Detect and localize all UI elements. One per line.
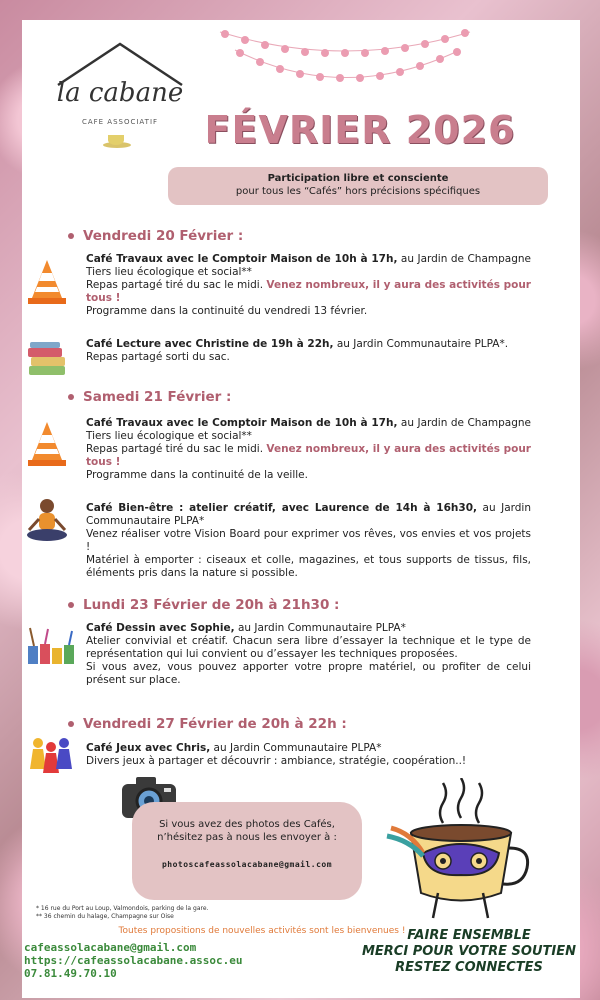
page-title: FÉVRIER 2026 bbox=[204, 108, 516, 152]
logo-subtitle: CAFE ASSOCIATIF bbox=[81, 118, 159, 126]
photos-line2: n’hésitez pas à nous les envoyer à : bbox=[157, 832, 337, 843]
contact-info bbox=[24, 941, 243, 980]
meditation-person-icon bbox=[24, 497, 70, 543]
day-heading: Lundi 23 Février de 20h à 21h30 : bbox=[68, 597, 339, 613]
cup-icon bbox=[102, 132, 132, 148]
banner-headline: Participation libre et consciente bbox=[267, 173, 449, 184]
event-cafe-dessin: Café Dessin avec Sophie, au Jardin Communautaire PLPA* Atelier convivial et créatif. Chacun sera libre d’essayer la technique et le type de représentation qui lui convient ou d’essayer les techniques proposées. Si vous avez, vous pouvez apporter votre propre matériel, ou profiter de celui présent sur place. bbox=[86, 622, 531, 686]
event-cafe-bien-etre: Café Bien-être : atelier créatif, avec Laurence de 14h à 16h30, au Jardin Communautaire PLPA* Venez réaliser votre Vision Board pour exprimer vos rêves, vos envies et vos projets ! Matériel à emporter : ciseaux et colle, magazines, et tous supports de tissus, fils, éléments pris dans la nature si possible. bbox=[86, 502, 532, 579]
bullet-icon bbox=[68, 233, 74, 239]
traffic-cone-icon bbox=[26, 420, 68, 466]
photos-line1: Si vous avez des photos des Cafés, bbox=[159, 819, 335, 830]
phone-number: 07.81.49.70.10 bbox=[24, 967, 117, 980]
participation-banner bbox=[168, 167, 548, 205]
footnotes bbox=[36, 905, 208, 921]
banner-subline: pour tous les “Cafés” hors précisions spécifiques bbox=[235, 186, 481, 197]
event-cafe-lecture: Café Lecture avec Christine de 19h à 22h, au Jardin Communautaire PLPA*. Repas partagé sorti du sac. bbox=[86, 338, 509, 363]
logo bbox=[50, 40, 190, 152]
coffee-cup-mascot-icon bbox=[383, 778, 533, 928]
game-pawns-icon bbox=[28, 735, 74, 775]
photos-email-link[interactable]: photoscafeassolacabane@gmail.com bbox=[161, 860, 333, 869]
footnote-1: * 16 rue du Port au Loup, Valmondois, parking de la gare. bbox=[36, 905, 209, 912]
slogan bbox=[360, 928, 578, 976]
slogan-line-1: FAIRE ENSEMBLE bbox=[407, 928, 531, 943]
event-cafe-travaux: Café Travaux avec le Comptoir Maison de 10h à 17h, au Jardin de Champagne Tiers lieu écologique et social** Repas partagé tiré du sac le midi. Venez nombreux, il y aura des activités pour tous ! Programme dans la continuité du vendredi 13 février. bbox=[86, 253, 531, 317]
event-cafe-jeux: Café Jeux avec Chris, au Jardin Communautaire PLPA* Divers jeux à partager et découvrir : ambiance, stratégie, coopération..! bbox=[86, 742, 467, 767]
footnote-2: ** 36 chemin du halage, Champagne sur Oise bbox=[36, 913, 174, 920]
flower-garland-icon bbox=[215, 20, 475, 110]
traffic-cone-icon bbox=[26, 258, 68, 304]
art-supplies-icon bbox=[26, 626, 76, 666]
logo-name: la cabane bbox=[56, 78, 184, 108]
slogan-line-3: RESTEZ CONNECTES bbox=[395, 960, 543, 975]
photos-box bbox=[132, 802, 362, 900]
day-heading: Samedi 21 Février : bbox=[68, 389, 231, 405]
slogan-line-2: MERCI POUR VOTRE SOUTIEN bbox=[361, 944, 576, 959]
bullet-icon bbox=[68, 394, 74, 400]
day-heading: Vendredi 20 Février : bbox=[68, 228, 243, 244]
day-heading: Vendredi 27 Février de 20h à 22h : bbox=[68, 716, 347, 732]
bullet-icon bbox=[68, 721, 74, 727]
bullet-icon bbox=[68, 602, 74, 608]
event-cafe-travaux-2: Café Travaux avec le Comptoir Maison de 10h à 17h, au Jardin de Champagne Tiers lieu écologique et social** Repas partagé tiré du sac le midi. Venez nombreux, il y aura des activités pour tous ! Programme dans la continuité de la veille. bbox=[86, 417, 531, 481]
books-icon bbox=[26, 342, 68, 376]
welcome-text: Toutes propositions de nouvelles activités sont les bienvenues ! bbox=[118, 926, 406, 936]
contact-email-link[interactable]: cafeassolacabane@gmail.com bbox=[24, 941, 197, 954]
website-link[interactable]: https://cafeassolacabane.assoc.eu bbox=[24, 954, 243, 967]
